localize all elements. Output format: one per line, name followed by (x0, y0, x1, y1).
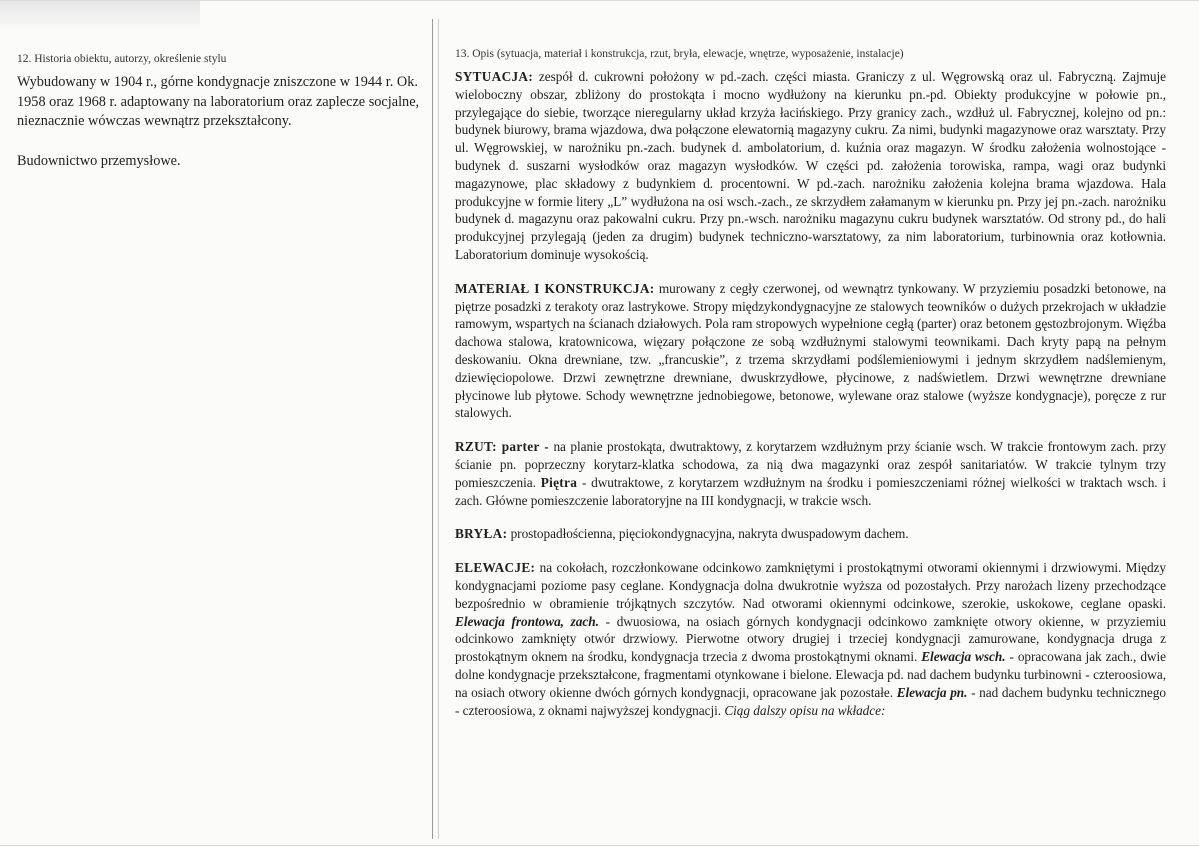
column-divider-secondary (438, 19, 439, 839)
rzut-text-2: - dwutraktowe, z korytarzem wzdłużnym na środku i pomieszczeniami różnej wielkości w traktach wsch. i zach. Główne pomieszczenie laboratoryjne na III kondygnacji, w trakcie wsch. (455, 474, 1167, 508)
elewacje-paragraph (455, 559, 1166, 719)
style-text: Budownictwo przemysłowe. (17, 152, 181, 169)
right-column (455, 48, 1166, 719)
material-label: MATERIAŁ I KONSTRUKCJA: (455, 280, 655, 296)
sytuacja-text: zespół d. cukrowni położony w pd.-zach. części miasta. Graniczy z ul. Węgrowską oraz ul. Fabryczną. Zajmuje wieloboczny obszar, zbliżony do prostokąta i mocno wydłużony na kierunku pn.-pd. Obiekty produkcyjne w połowie pn., przylegające do siebie, tworzące nieregularny układ krzyża łacińskiego. Przy granicy zach., wzdłuż ul. Fabrycznej, kolejno od pn.: budynek biurowy, brama wjazdowa, dwa połączone elewatornią magazyny cukru. Za nimi, budynki magazynowe oraz warsztaty. Przy ul. Węgrowskiej, w narożniku pn.-zach. budynek d. ambolatorium, d. kuźnia oraz magazyn. W środku założenia wolnostojące - budynek d. suszarni wysłodków oraz magazyn wysłodków. W części pd. założenia torowiska, rampa, wagi oraz budynki magazynowe, plac składowy z budynkiem d. procentowni. W pd.-zach. narożniku założenia kolejna brama wjazdowa. Hala produkcyjne w formie litery „L” wydłużona na osi wsch.-zach., ze skrzydłem załamanym w kierunku pn. Przy jej pn.-zach. narożniku budynek d. magazynu oraz pakowalni cukru. Przy pn.-wsch. narożniku magazynu cukru budynek warsztatów. Od strony pd., do hali produkcyjnej przylegają (jeden za drugim) budynek techniczno-warsztatowy, za nim laboratorium, turbinownia oraz kotłownia. Laboratorium dominuje wysokością. (455, 69, 1166, 262)
elewacje-text-2: - dwuosiowa, na osiach górnych kondygnacji odcinkowo zamknięte otwory okienne, w przyziemiu odcinkowo zamknięty otwór drzwiowy. Pierwotne otwory drugiej i trzeciej kondygnacji zamurowane, kondygnacja druga z prostokątnym oknem na środku, kondygnacja trzecia z dwoma prostokątnymi oknami. (455, 613, 1166, 665)
elewacje-text-3: - opracowana jak zach., dwie dolne kondygnacje przekształcone, fragmentami otynkowane i bielone. Elewacja pd. nad dachem budynku turbinowni - czteroosiowa, na osiach otwory okienne dwóch górnych kondygnacji, opracowane jak pozostałe. (455, 649, 1166, 700)
bryla-label: BRYŁA: (455, 526, 508, 542)
scan-shadow (0, 1, 200, 31)
section-13-header: 13. Opis (sytuacja, materiał i konstrukcja, rzut, bryła, elewacje, wnętrze, wyposażenie, instalacje) (455, 48, 904, 60)
rzut-label: RZUT: parter - (455, 439, 549, 455)
continuation-note: Ciąg dalszy opisu na wkładce: (724, 702, 886, 718)
elewacje-text-1: na cokołach, rozczłonkowane odcinkowo zamkniętymi i prostokątnymi otworami okiennymi i drzwiowymi. Między kondygnacjami poziome pasy ceglane. Kondygnacja dolna dwukrotnie wyższa od pozostałych. Przy narożach lizeny przechodzące bezpośrednio w obramienie trójkątnych szczytów. Nad otworami okiennymi odcinkowe, szerokie, uskokowe, ceglane opaski. (455, 560, 1166, 611)
elewacja-wsch-label: Elewacja wsch. (921, 649, 1006, 665)
material-text: murowany z cegły czerwonej, od wewnątrz tynkowany. W przyziemiu posadzki betonowe, na piętrze posadzki z terakoty oraz lastrykowe. Stropy międzykondygnacyjne ze stalowych teowników o dużych przekrojach w układzie ramowym, wspartych na ścianach działowych. Pola ram stropowych wypełnione cegłą (parter) oraz betonem gęstozbrojonym. Więźba dachowa stalowa, kratownicowa, więzary połączone ze sobą wzdłużnymi stalowymi teownikami. Dach kryty papą na pełnym deskowaniu. Okna drewniane, tzw. „francuskie”, z trzema skrzydłami podślemieniowymi i jednym skrzydłem nadślemienym, dziewięciopolowe. Drzwi zewnętrzne drewniane, dwuskrzydłowe, płycinowe, z nadświetlem. Drzwi wewnętrzne drewniane płycinowe lub płytowe. Schody wewnętrzne jednobiegowe, betonowe, wylewane oraz stalowe (wyższe kondygnacje), poręcze z rur stalowych. (455, 280, 1166, 421)
rzut-text-1: na planie prostokąta, dwutraktowy, z korytarzem wzdłużnym przy ścianie wsch. W trakcie frontowym zach. przy ścianie pn. poprzeczny korytarz-klatka schodowa, za nią dwa magazynki oraz zespół sanitariatów. W trakcie tylnym trzy pomieszczenia. (455, 439, 1166, 490)
column-divider (432, 19, 433, 839)
material-paragraph (455, 280, 1166, 422)
sytuacja-paragraph (455, 68, 1166, 264)
elewacje-text-4: - nad dachem budynku technicznego - czteroosiowa, z oknami najwyższej kondygnacji. (455, 684, 1166, 718)
elewacje-label: ELEWACJE: (455, 560, 536, 576)
elewacja-pn-label: Elewacja pn. (896, 684, 968, 700)
section-12-header: 12. Historia obiektu, autorzy, określenie stylu (17, 53, 227, 65)
rzut-paragraph (455, 438, 1166, 509)
bryla-text: prostopadłościenna, pięciokondygnacyjna, nakryta dwuspadowym dachem. (507, 526, 909, 542)
bryla-paragraph (455, 525, 1166, 543)
elewacja-frontowa-label: Elewacja frontowa, zach. (455, 613, 599, 629)
rzut-pietra-label: Piętra (540, 474, 578, 490)
left-column (17, 53, 423, 171)
history-text: Wybudowany w 1904 r., górne kondygnacje zniszczone w 1944 r. Ok. 1958 oraz 1968 r. adaptowany na laboratorium oraz zaplecze socjalne, nieznacznie wówczas wewnątrz przekształcony. (17, 74, 420, 129)
sytuacja-label: SYTUACJA: (455, 69, 534, 84)
